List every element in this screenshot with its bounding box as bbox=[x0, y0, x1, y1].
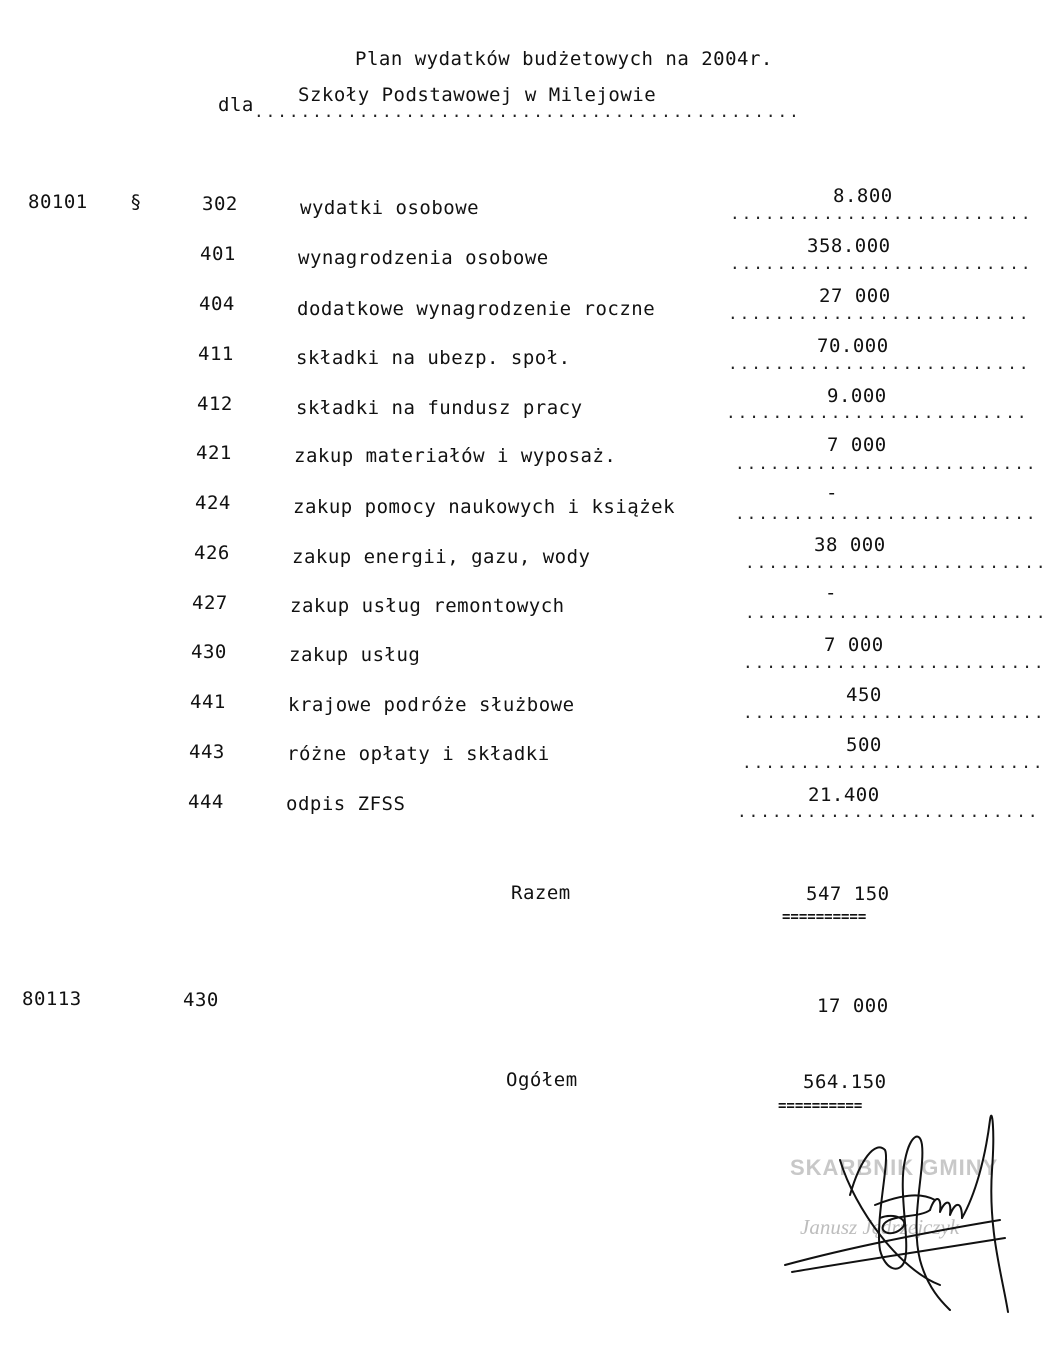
row-code: 302 bbox=[202, 193, 238, 215]
row-name: zakup usług bbox=[289, 644, 421, 666]
row-amount: 8.800 bbox=[833, 185, 893, 207]
for-dots: ............................................... bbox=[254, 104, 801, 120]
for-prefix: dla bbox=[218, 94, 254, 116]
row-code: 412 bbox=[197, 393, 233, 415]
row-dots: .......................... bbox=[745, 605, 1048, 621]
row-dots: .......................... bbox=[742, 755, 1045, 771]
row-name: składki na fundusz pracy bbox=[296, 397, 583, 419]
row-amount: - bbox=[826, 482, 838, 504]
total-label: Razem bbox=[511, 882, 571, 904]
row-dots: .......................... bbox=[745, 555, 1048, 571]
row-code: 444 bbox=[188, 791, 224, 813]
row-amount: 500 bbox=[846, 734, 882, 756]
total-value: 547 150 bbox=[806, 883, 890, 905]
row-code: 421 bbox=[196, 442, 232, 464]
paragraph-sign: § bbox=[130, 191, 142, 213]
row-code: 401 bbox=[200, 243, 236, 265]
row-code: 427 bbox=[192, 592, 228, 614]
row-amount: 9.000 bbox=[827, 385, 887, 407]
row-code: 411 bbox=[198, 343, 234, 365]
row-dots: .......................... bbox=[743, 705, 1046, 721]
row-name: wydatki osobowe bbox=[300, 197, 480, 219]
section2-code: 430 bbox=[183, 989, 219, 1011]
row-amount: - bbox=[825, 582, 837, 604]
school-name: Szkoły Podstawowej w Milejowie bbox=[298, 84, 657, 106]
stamp-title: SKARBNIK GMINY bbox=[790, 1155, 999, 1180]
row-name: zakup energii, gazu, wody bbox=[292, 546, 591, 568]
row-amount: 21.400 bbox=[808, 784, 880, 806]
stamp-name: Janusz Jędrzejczyk bbox=[800, 1215, 960, 1239]
row-amount: 7 000 bbox=[824, 634, 884, 656]
row-amount: 27 000 bbox=[819, 285, 891, 307]
row-name: dodatkowe wynagrodzenie roczne bbox=[297, 298, 656, 320]
row-dots: .......................... bbox=[726, 405, 1029, 421]
row-name: składki na ubezp. społ. bbox=[296, 347, 571, 369]
grand-total-value: 564.150 bbox=[803, 1071, 887, 1093]
row-name: odpis ZFSS bbox=[286, 793, 406, 815]
row-code: 430 bbox=[191, 641, 227, 663]
row-name: różne opłaty i składki bbox=[287, 743, 550, 765]
row-dots: .......................... bbox=[735, 506, 1038, 522]
row-dots: .......................... bbox=[743, 655, 1046, 671]
row-dots: .......................... bbox=[730, 206, 1033, 222]
chapter-80113: 80113 bbox=[22, 988, 82, 1010]
row-code: 404 bbox=[199, 293, 235, 315]
row-name: zakup materiałów i wyposaż. bbox=[294, 445, 617, 467]
row-amount: 7 000 bbox=[827, 434, 887, 456]
row-dots: .......................... bbox=[737, 804, 1040, 820]
row-name: krajowe podróże służbowe bbox=[288, 694, 575, 716]
row-code: 443 bbox=[189, 741, 225, 763]
row-code: 424 bbox=[195, 492, 231, 514]
document-title: Plan wydatków budżetowych na 2004r. bbox=[355, 48, 773, 70]
row-name: zakup usług remontowych bbox=[290, 595, 565, 617]
row-dots: .......................... bbox=[735, 456, 1038, 472]
grand-total-label: Ogółem bbox=[506, 1069, 578, 1091]
total-rule: ========== bbox=[782, 909, 867, 925]
signature-icon bbox=[780, 1100, 1050, 1315]
row-name: zakup pomocy naukowych i książek bbox=[293, 496, 676, 518]
row-amount: 38 000 bbox=[814, 534, 886, 556]
row-amount: 358.000 bbox=[807, 235, 891, 257]
row-amount: 450 bbox=[846, 684, 882, 706]
row-dots: .......................... bbox=[728, 306, 1031, 322]
section2-amount: 17 000 bbox=[817, 995, 889, 1017]
row-dots: .......................... bbox=[730, 256, 1033, 272]
row-name: wynagrodzenia osobowe bbox=[298, 247, 549, 269]
row-code: 441 bbox=[190, 691, 226, 713]
row-code: 426 bbox=[194, 542, 230, 564]
chapter-80101: 80101 bbox=[28, 191, 88, 213]
row-dots: .......................... bbox=[728, 356, 1031, 372]
grand-total-rule: ========== bbox=[778, 1098, 863, 1114]
row-amount: 70.000 bbox=[817, 335, 889, 357]
